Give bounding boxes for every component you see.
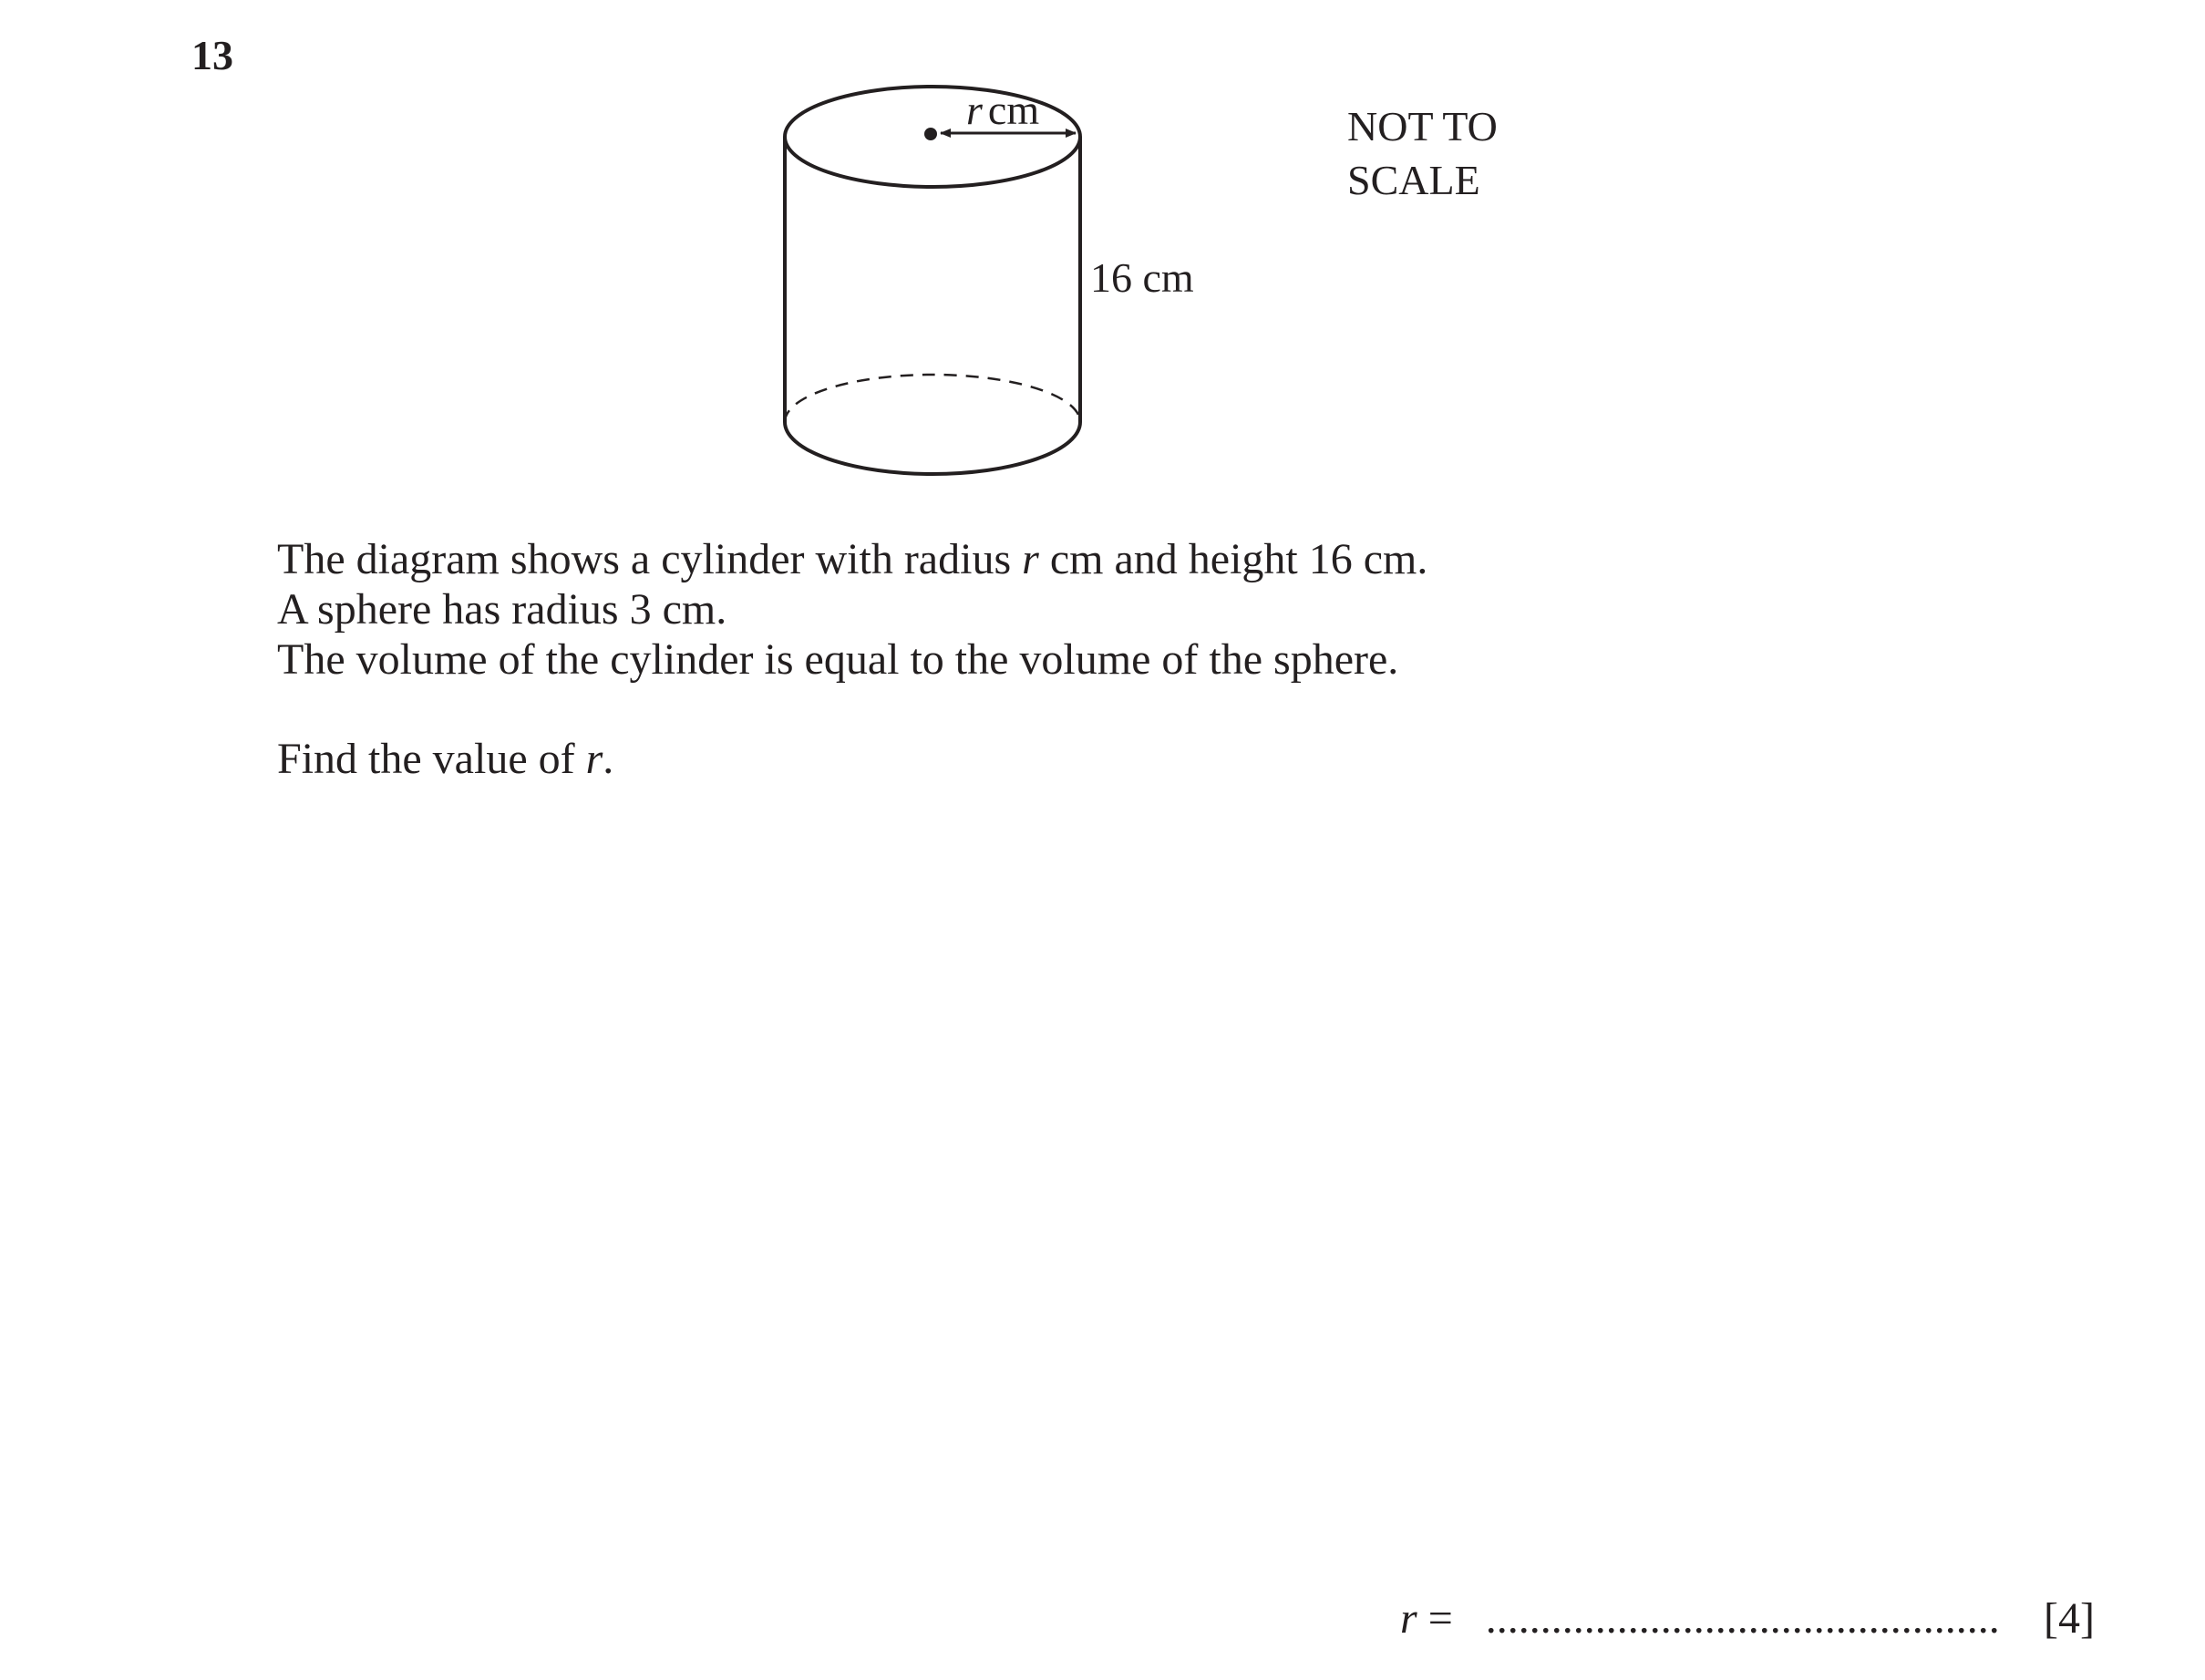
question-text [277, 534, 1427, 784]
height-label: 16 cm [1090, 254, 1194, 301]
question-instruction-var: r [585, 735, 603, 783]
question-instruction-part-b: . [603, 735, 614, 783]
question-line-2: A sphere has radius 3 cm. [277, 585, 727, 634]
question-line-1-part-b: cm and height 16 cm. [1038, 535, 1428, 583]
question-line-1-var: r [1022, 535, 1039, 583]
question-instruction [277, 734, 1427, 784]
question-line-1 [277, 534, 1427, 584]
answer-var: r [1400, 1594, 1417, 1643]
question-line-1-part-a: The diagram shows a cylinder with radius [277, 535, 1023, 583]
radius-label-unit: cm [987, 87, 1040, 133]
answer-line [1400, 1594, 2000, 1643]
question-line-3: The volume of the cylinder is equal to the volume of the sphere. [277, 635, 1399, 684]
question-number: 13 [191, 32, 233, 78]
cylinder-bottom-front-edge [785, 422, 1080, 474]
not-to-scale-line2: SCALE [1347, 157, 1480, 203]
radius-label-var: r [966, 87, 983, 133]
marks-label: [4] [2044, 1594, 2095, 1643]
radius-label [966, 87, 1039, 133]
cylinder-bottom-hidden-edge [785, 375, 1080, 422]
not-to-scale-line1: NOT TO [1347, 103, 1498, 149]
answer-equals: = [1417, 1594, 1464, 1643]
cylinder-centre-dot [924, 128, 937, 140]
cylinder-diagram [0, 0, 2205, 510]
answer-field[interactable]: ............................................... [1485, 1594, 2000, 1643]
question-instruction-part-a: Find the value of [277, 735, 586, 783]
